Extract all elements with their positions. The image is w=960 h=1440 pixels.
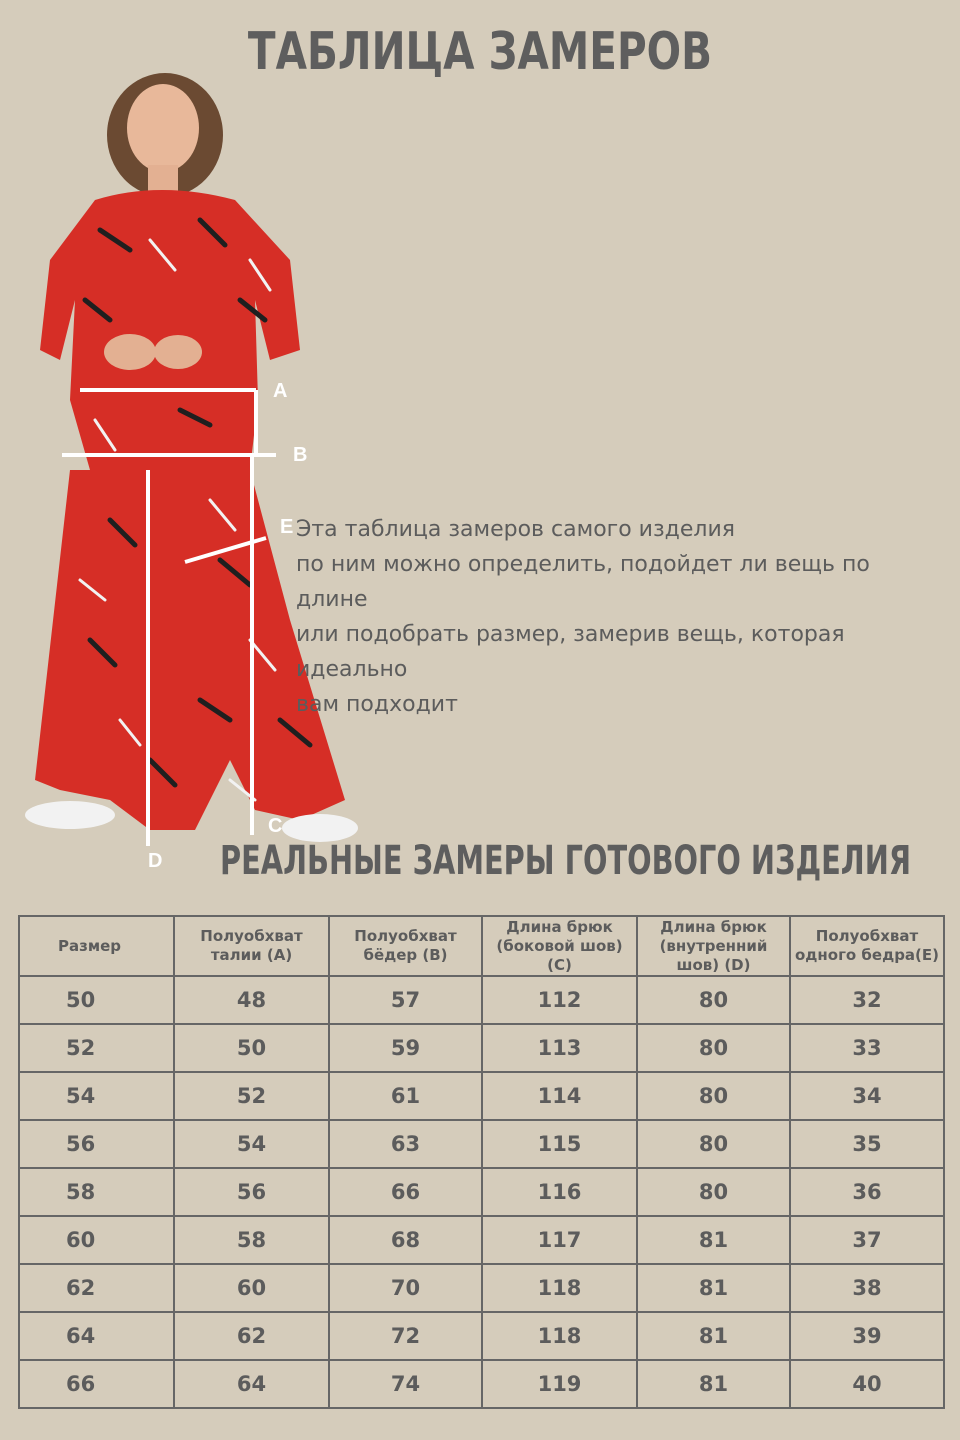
cell-inseam: 81 bbox=[637, 1360, 790, 1408]
cell-outseam: 118 bbox=[482, 1312, 637, 1360]
cell-thigh: 32 bbox=[790, 976, 944, 1024]
model-figure bbox=[0, 70, 380, 870]
cell-inseam: 81 bbox=[637, 1216, 790, 1264]
cell-inseam: 80 bbox=[637, 1168, 790, 1216]
cell-thigh: 33 bbox=[790, 1024, 944, 1072]
cell-size: 50 bbox=[19, 976, 174, 1024]
marker-c: C bbox=[268, 815, 283, 837]
table-row bbox=[19, 1360, 944, 1408]
cell-inseam: 81 bbox=[637, 1264, 790, 1312]
table-row bbox=[19, 976, 944, 1024]
cell-size: 58 bbox=[19, 1168, 174, 1216]
cell-size: 62 bbox=[19, 1264, 174, 1312]
header-outseam: Длина брюк (боковой шов) (C) bbox=[482, 916, 637, 976]
cell-hips: 72 bbox=[329, 1312, 482, 1360]
header-inseam: Длина брюк (внутренний шов) (D) bbox=[637, 916, 790, 976]
cell-size: 66 bbox=[19, 1360, 174, 1408]
cell-size: 54 bbox=[19, 1072, 174, 1120]
table-row bbox=[19, 1168, 944, 1216]
description-line: вам подходит bbox=[296, 692, 458, 717]
size-table bbox=[18, 915, 945, 1409]
table-row bbox=[19, 1072, 944, 1120]
cell-outseam: 118 bbox=[482, 1264, 637, 1312]
cell-waist: 56 bbox=[174, 1168, 329, 1216]
cell-outseam: 115 bbox=[482, 1120, 637, 1168]
cell-inseam: 80 bbox=[637, 1120, 790, 1168]
cell-hips: 74 bbox=[329, 1360, 482, 1408]
table-row bbox=[19, 1264, 944, 1312]
marker-e: E bbox=[280, 516, 294, 538]
cell-size: 56 bbox=[19, 1120, 174, 1168]
cell-hips: 70 bbox=[329, 1264, 482, 1312]
cell-thigh: 35 bbox=[790, 1120, 944, 1168]
cell-thigh: 37 bbox=[790, 1216, 944, 1264]
header-size: Размер bbox=[19, 916, 174, 976]
header-thigh: Полуобхват одного бедра(E) bbox=[790, 916, 944, 976]
cell-thigh: 40 bbox=[790, 1360, 944, 1408]
cell-outseam: 117 bbox=[482, 1216, 637, 1264]
cell-outseam: 116 bbox=[482, 1168, 637, 1216]
cell-inseam: 81 bbox=[637, 1312, 790, 1360]
cell-hips: 59 bbox=[329, 1024, 482, 1072]
cell-waist: 48 bbox=[174, 976, 329, 1024]
cell-hips: 66 bbox=[329, 1168, 482, 1216]
cell-thigh: 39 bbox=[790, 1312, 944, 1360]
cell-waist: 50 bbox=[174, 1024, 329, 1072]
cell-outseam: 114 bbox=[482, 1072, 637, 1120]
cell-waist: 60 bbox=[174, 1264, 329, 1312]
table-row bbox=[19, 1312, 944, 1360]
cell-outseam: 112 bbox=[482, 976, 637, 1024]
cell-thigh: 36 bbox=[790, 1168, 944, 1216]
cell-inseam: 80 bbox=[637, 1072, 790, 1120]
cell-thigh: 34 bbox=[790, 1072, 944, 1120]
description-line: Эта таблица замеров самого изделия bbox=[296, 517, 736, 542]
marker-b: B bbox=[293, 444, 308, 466]
cell-waist: 58 bbox=[174, 1216, 329, 1264]
cell-waist: 64 bbox=[174, 1360, 329, 1408]
description-line: по ним можно определить, подойдет ли вещь по длине bbox=[296, 552, 870, 612]
cell-hips: 57 bbox=[329, 976, 482, 1024]
description bbox=[296, 512, 946, 722]
cell-size: 64 bbox=[19, 1312, 174, 1360]
cell-waist: 52 bbox=[174, 1072, 329, 1120]
cell-inseam: 80 bbox=[637, 1024, 790, 1072]
table-header-row bbox=[19, 916, 944, 976]
cell-hips: 61 bbox=[329, 1072, 482, 1120]
header-waist: Полуобхват талии (A) bbox=[174, 916, 329, 976]
cell-hips: 68 bbox=[329, 1216, 482, 1264]
cell-thigh: 38 bbox=[790, 1264, 944, 1312]
cell-size: 60 bbox=[19, 1216, 174, 1264]
table-row bbox=[19, 1024, 944, 1072]
table-row bbox=[19, 1216, 944, 1264]
section-title: РЕАЛЬНЫЕ ЗАМЕРЫ ГОТОВОГО ИЗДЕЛИЯ bbox=[220, 838, 911, 884]
cell-hips: 63 bbox=[329, 1120, 482, 1168]
cell-waist: 54 bbox=[174, 1120, 329, 1168]
marker-d: D bbox=[148, 850, 163, 872]
marker-a: A bbox=[273, 380, 288, 402]
cell-outseam: 113 bbox=[482, 1024, 637, 1072]
table-row bbox=[19, 1120, 944, 1168]
header-hips: Полуобхват бёдер (B) bbox=[329, 916, 482, 976]
cell-waist: 62 bbox=[174, 1312, 329, 1360]
page-title: ТАБЛИЦА ЗАМЕРОВ bbox=[247, 22, 713, 82]
description-line: или подобрать размер, замерив вещь, которая идеально bbox=[296, 622, 845, 682]
cell-outseam: 119 bbox=[482, 1360, 637, 1408]
cell-inseam: 80 bbox=[637, 976, 790, 1024]
cell-size: 52 bbox=[19, 1024, 174, 1072]
